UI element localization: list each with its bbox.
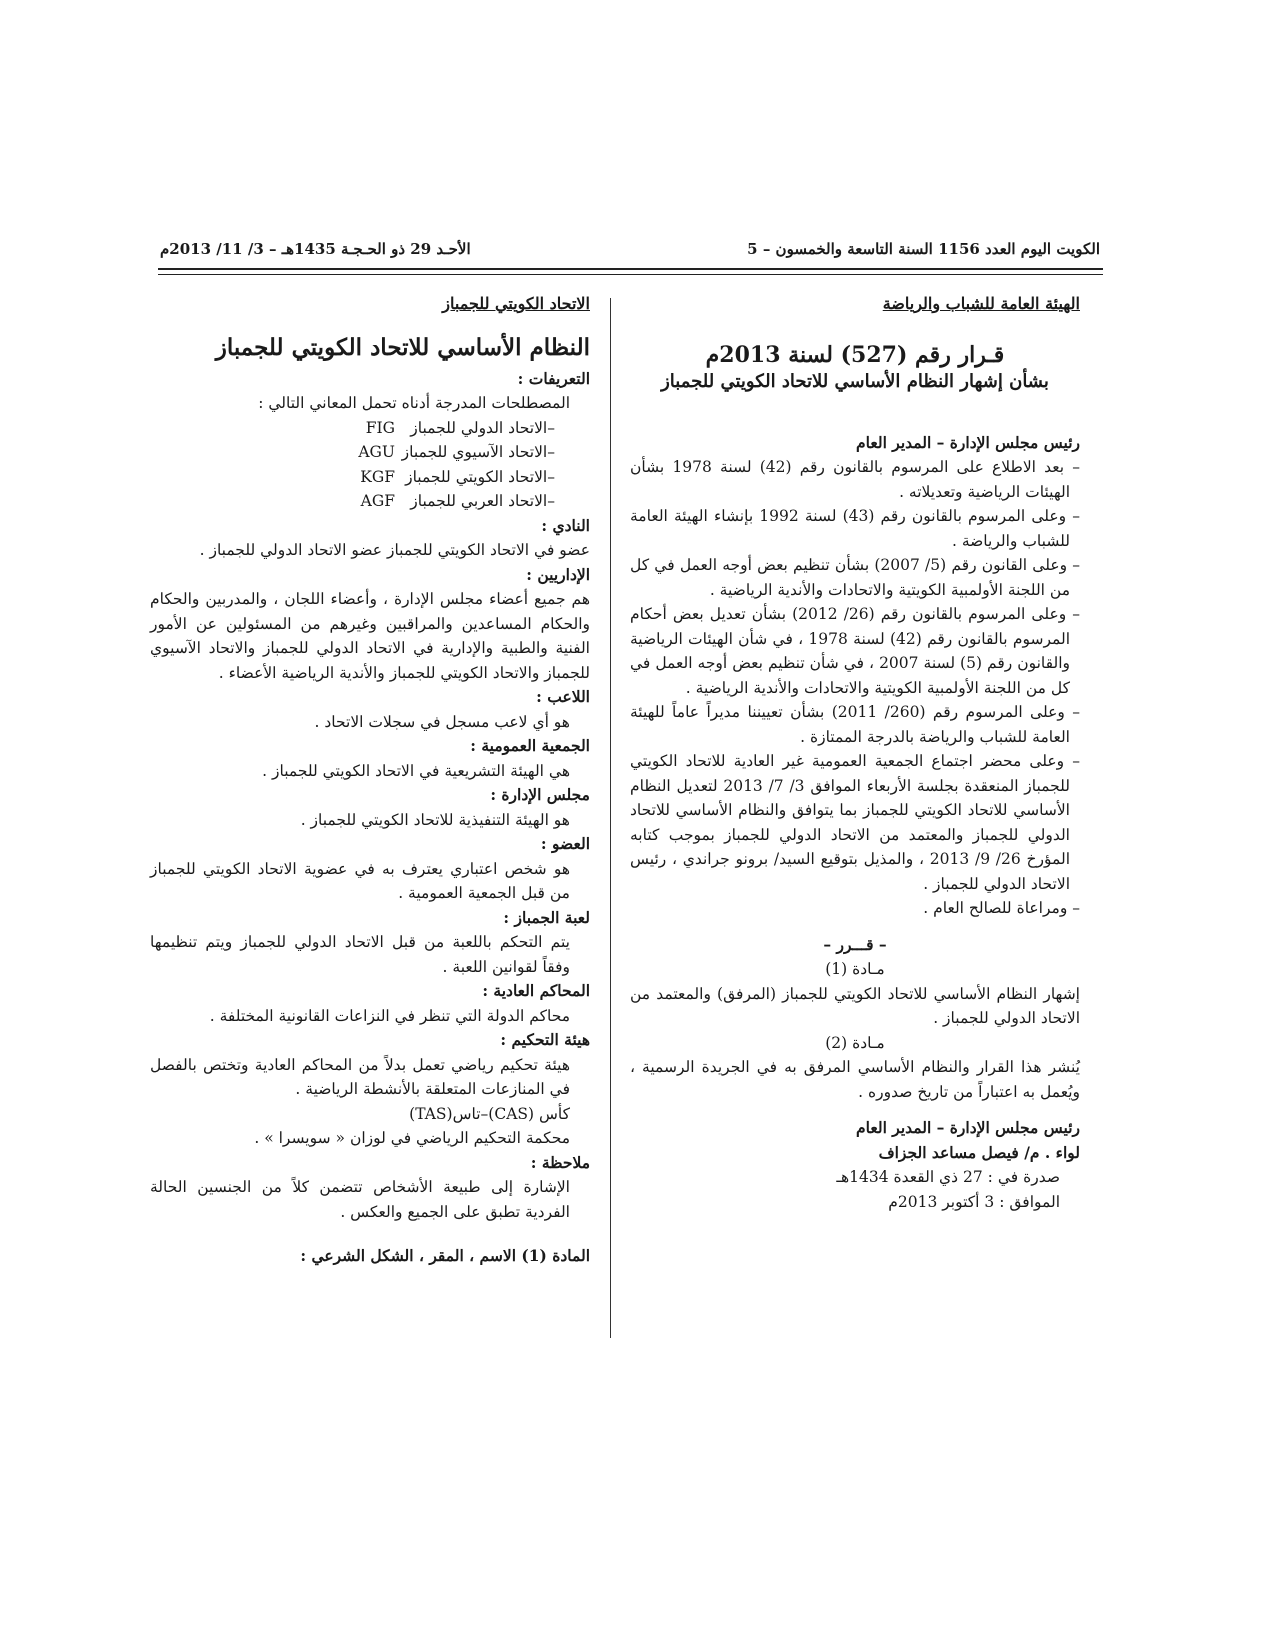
- preamble-item: – وعلى محضر اجتماع الجمعية العمومية غير العادية للاتحاد الكويتي للجمباز المنعقدة بجلسة الأربعاء الموافق 3/ 7/ 2013 لتعديل النظام الأساسي للاتحاد الكويتي للجمباز بما يتوافق والنظام الأساسي للاتحاد الدولي للجمباز والمعتمد من الاتحاد الدولي للجمباز بموجب كتابه المؤرخ 26/ 9/ 2013 ، والمذيل بتوقيع السيد/ برونو جراندي ، رئيس الاتحاد الدولي للجمباز .: [630, 752, 1080, 893]
- issuer-line: رئيس مجلس الإدارة – المدير العام: [856, 432, 1080, 452]
- article2-text: يُنشر هذا القرار والنظام الأساسي المرفق به في الجريدة الرسمية ، ويُعمل به اعتباراً من تاريخ صدوره .: [630, 1058, 1080, 1101]
- definition-text: هم جميع أعضاء مجلس الإدارة ، وأعضاء اللجان ، والمدربين والحكام والحكام المساعدين والمراقبين وغيرهم من المسئولين عن الأمور الفنية والطبية والإدارية في الاتحاد الدولي للجمباز والاتحاد الآسيوي للجمباز والاتحاد الكويتي للجمباز والأندية الرياضية الأعضاء .: [150, 590, 590, 682]
- court-line: محكمة التحكيم الرياضي في لوزان « سويسرا » .: [254, 1129, 570, 1147]
- org-abbr-row: [150, 465, 590, 490]
- org-heading: الهيئة العامة للشباب والرياضة: [882, 294, 1080, 313]
- preamble-item: – ومراعاة للصالح العام .: [923, 899, 1080, 917]
- left-column: [150, 292, 590, 1269]
- statute-title: النظام الأساسي للاتحاد الكويتي للجمباز: [215, 333, 590, 361]
- column-divider: [610, 298, 611, 1338]
- signature-title: رئيس مجلس الإدارة – المدير العام: [856, 1118, 1080, 1137]
- article1-heading: المادة (1) الاسم ، المقر ، الشكل الشرعي :: [300, 1246, 590, 1265]
- definition-term: النادي :: [541, 515, 590, 535]
- org-name: –الاتحاد الكويتي للجمباز: [405, 467, 555, 486]
- page-header: [160, 240, 1100, 266]
- org-name: –الاتحاد الدولي للجمباز: [410, 418, 555, 437]
- federation-heading: الاتحاد الكويتي للجمباز: [442, 294, 590, 313]
- org-abbr-row: [150, 416, 590, 441]
- header-rule-thin: [158, 274, 1103, 275]
- right-column: [630, 292, 1080, 1214]
- org-abbr-row: [150, 489, 590, 514]
- definitions-heading: التعريفات :: [517, 368, 590, 388]
- decision-title: قـرار رقم (527) لسنة 2013م: [705, 341, 1005, 368]
- header-issue-info: الكويت اليوم العدد 1156 السنة التاسعة والخمسون – 5: [747, 240, 1100, 258]
- definition-term: هيئة التحكيم :: [500, 1030, 590, 1049]
- definition-text: هيئة تحكيم رياضي تعمل بدلاً من المحاكم العادية وتختص بالفصل في المنازعات المتعلقة بالأنشطة الرياضية .: [150, 1055, 570, 1098]
- preamble-item: – وعلى المرسوم رقم (260/ 2011) بشأن تعييننا مديراً عاماً للهيئة العامة للشباب والرياضة بالدرجة الممتازة .: [630, 703, 1080, 746]
- org-name: –الاتحاد العربي للجمباز: [410, 492, 555, 510]
- definition-text: هي الهيئة التشريعية في الاتحاد الكويتي للجمباز .: [262, 761, 570, 780]
- org-abbr: KGF: [360, 467, 395, 486]
- note-text: الإشارة إلى طبيعة الأشخاص تتضمن كلاً من الجنسين الحالة الفردية تطبق على الجميع والعكس .: [150, 1178, 570, 1221]
- org-name: –الاتحاد الآسيوي للجمباز: [401, 443, 555, 461]
- definition-term: الإداريين :: [526, 564, 590, 584]
- decides-heading: – قـــرر –: [823, 934, 887, 954]
- header-date: الأحـد 29 ذو الحـجـة 1435هـ – 3/ 11/ 2013م: [160, 240, 471, 258]
- signature-name: لواء . م/ فيصل مساعد الجزاف: [878, 1142, 1080, 1162]
- definition-term: لعبة الجمباز :: [503, 907, 590, 927]
- definition-term: الجمعية العمومية :: [470, 736, 590, 755]
- article1-text: إشهار النظام الأساسي للاتحاد الكويتي للجمباز (المرفق) والمعتمد من الاتحاد الدولي للجمباز .: [630, 984, 1080, 1027]
- definition-text: يتم التحكم باللعبة من قبل الاتحاد الدولي للجمباز ويتم تنظيمها وفقاً لقوانين اللعبة .: [150, 933, 570, 976]
- issued-date-hijri: صدرة في : 27 ذي القعدة 1434هـ: [836, 1168, 1060, 1186]
- issued-date-gregorian: الموافق : 3 أكتوبر 2013م: [888, 1192, 1060, 1211]
- definition-text: هو شخص اعتباري يعترف به في عضوية الاتحاد الكويتي للجمباز من قبل الجمعية العمومية .: [150, 859, 570, 902]
- definition-term: اللاعب :: [536, 687, 590, 706]
- definition-text: عضو في الاتحاد الكويتي للجمباز عضو الاتحاد الدولي للجمباز .: [199, 541, 590, 559]
- definition-term: المحاكم العادية :: [482, 981, 590, 1000]
- preamble-item: – وعلى المرسوم بالقانون رقم (26/ 2012) بشأن تعديل بعض أحكام المرسوم بالقانون رقم (42) لسنة 1978 ، في شأن الهيئات الرياضية والقانون رقم (5) لسنة 2007 ، في شأن تنظيم بعض أوجه العمل في كل من اللجنة الأولمبية الكويتية والاتحادات والأندية الرياضية .: [630, 605, 1081, 697]
- decision-subtitle: بشأن إشهار النظام الأساسي للاتحاد الكويتي للجمباز: [661, 370, 1049, 392]
- org-abbr: AGF: [360, 492, 395, 510]
- definition-text: هو الهيئة التنفيذية للاتحاد الكويتي للجمباز .: [300, 810, 570, 829]
- definition-text: هو أي لاعب مسجل في سجلات الاتحاد .: [314, 712, 570, 731]
- note-heading: ملاحظة :: [530, 1152, 590, 1172]
- preamble-item: – وعلى القانون رقم (5/ 2007) بشأن تنظيم بعض أوجه العمل في كل من اللجنة الأولمبية الكويتية والاتحادات والأندية الرياضية .: [630, 556, 1081, 599]
- article1-heading: مـادة (1): [825, 960, 885, 978]
- article2-heading: مـادة (2): [825, 1033, 885, 1052]
- org-abbr: FIG: [365, 418, 395, 437]
- definition-term: العضو :: [540, 834, 590, 853]
- org-abbr-row: [150, 440, 590, 465]
- header-rule: [158, 268, 1103, 270]
- definition-text: محاكم الدولة التي تنظر في النزاعات القانونية المختلفة .: [209, 1006, 570, 1025]
- preamble-item: – بعد الاطلاع على المرسوم بالقانون رقم (42) لسنة 1978 بشأن الهيئات الرياضية وتعديلاته .: [630, 458, 1080, 501]
- org-abbr: AGU: [358, 443, 395, 461]
- definition-term: مجلس الإدارة :: [490, 785, 590, 804]
- definitions-intro: المصطلحات المدرجة أدناه تحمل المعاني التالي :: [258, 394, 570, 412]
- cas-line: كأس (CAS)–تاس(TAS): [409, 1104, 570, 1123]
- preamble-item: – وعلى المرسوم بالقانون رقم (43) لسنة 1992 بإنشاء الهيئة العامة للشباب والرياضة .: [630, 507, 1081, 550]
